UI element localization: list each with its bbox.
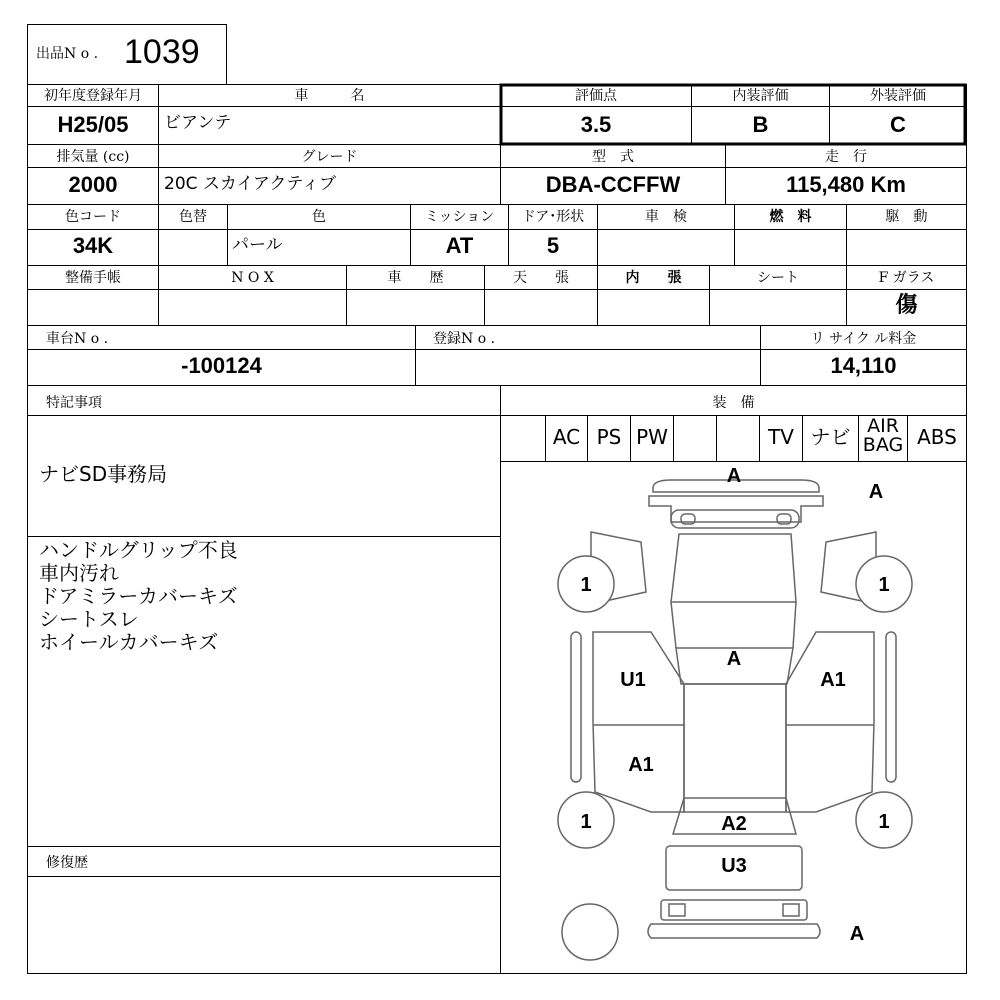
equipment-ac: AC bbox=[552, 425, 581, 449]
chassis-number-label: 車台N o . bbox=[46, 331, 109, 347]
door-shape-value: 5 bbox=[546, 233, 560, 258]
recolor-label: 色替 bbox=[179, 209, 207, 225]
notes-item: ホイールカバーキズ bbox=[39, 630, 219, 654]
notes-item: シートスレ bbox=[39, 607, 139, 631]
notes-line-navi: ナビSD事務局 bbox=[39, 462, 168, 486]
damage-left-front: U1 bbox=[620, 669, 646, 691]
inspection-label: 車 検 bbox=[645, 209, 687, 225]
left-doors-outline bbox=[593, 632, 684, 812]
model-code-value: DBA-CCFFW bbox=[545, 172, 681, 197]
grade-label: グレード bbox=[301, 149, 358, 165]
seat-label: シート bbox=[757, 270, 799, 286]
damage-left-rear: A1 bbox=[628, 754, 654, 776]
damage-rear-corner: A bbox=[849, 923, 865, 945]
cabin-outline bbox=[684, 684, 786, 812]
mileage-label: 走 行 bbox=[825, 149, 867, 165]
damage-trunk: U3 bbox=[721, 855, 747, 877]
damage-wheel-front-left: 1 bbox=[580, 574, 592, 596]
equipment-navi: ナビ bbox=[810, 425, 851, 449]
displacement-value: 2000 bbox=[68, 172, 118, 197]
equipment-label: 装 備 bbox=[712, 395, 755, 411]
notes-item: 車内汚れ bbox=[39, 561, 119, 585]
car-name-label: 車 名 bbox=[294, 88, 365, 104]
displacement-label: 排気量 (cc) bbox=[56, 149, 130, 165]
hood-outline bbox=[671, 534, 796, 602]
recycle-fee-label: リ サイク ル料金 bbox=[810, 331, 917, 347]
equipment-tv: TV bbox=[768, 425, 794, 449]
color-code-label: 色コード bbox=[65, 209, 121, 225]
drive-label: 駆 動 bbox=[885, 209, 928, 225]
interior-lining-label: 内 張 bbox=[625, 270, 682, 286]
damage-wheel-front-right: 1 bbox=[878, 574, 890, 596]
interior-rating-label: 内装評価 bbox=[732, 88, 789, 104]
damage-wheel-rear-left: 1 bbox=[580, 811, 592, 833]
door-shape-label: ドア･形状 bbox=[521, 209, 585, 225]
right-doors-outline bbox=[786, 632, 874, 812]
exterior-rating-label: 外装評価 bbox=[870, 88, 926, 104]
notes-item: ハンドルグリップ不良 bbox=[39, 538, 238, 562]
transmission-label: ミッション bbox=[424, 209, 495, 225]
equipment-pw: PW bbox=[636, 425, 668, 449]
score-value: 3.5 bbox=[580, 112, 612, 137]
repair-history-label: 修復歴 bbox=[46, 855, 88, 871]
chassis-number-value: -100124 bbox=[181, 353, 262, 378]
recycle-fee-value: 14,110 bbox=[830, 353, 897, 378]
exterior-rating-value: C bbox=[890, 112, 906, 137]
front-grille bbox=[671, 510, 799, 528]
fuel-label: 燃 料 bbox=[769, 209, 812, 225]
notes-label: 特記事項 bbox=[46, 395, 102, 411]
color-label: 色 bbox=[312, 209, 326, 225]
registration-number-label: 登録N o . bbox=[433, 331, 496, 347]
notes-list bbox=[39, 539, 238, 654]
listing-number-label: 出品N o . bbox=[36, 46, 99, 62]
first-registration-label: 初年度登録年月 bbox=[44, 88, 142, 104]
first-registration-value: H25/05 bbox=[57, 112, 129, 137]
vehicle-history-label: 車 歴 bbox=[387, 270, 444, 286]
damage-front-bumper: A bbox=[726, 465, 742, 487]
mileage-value: 115,480 Km bbox=[786, 172, 906, 197]
interior-rating-value: B bbox=[752, 112, 769, 137]
listing-number-value: 1039 bbox=[124, 33, 200, 71]
transmission-value: AT bbox=[445, 233, 474, 258]
score-label: 評価点 bbox=[575, 88, 617, 104]
color-code-value: 34K bbox=[72, 233, 114, 258]
equipment-ps: PS bbox=[596, 425, 622, 449]
damage-right-front: A1 bbox=[820, 669, 846, 691]
front-glass-value: 傷 bbox=[895, 293, 918, 318]
maintenance-book-label: 整備手帳 bbox=[65, 270, 121, 286]
damage-hood: A bbox=[726, 648, 742, 670]
notes-item: ドアミラーカバーキズ bbox=[39, 584, 238, 608]
spare-tire bbox=[562, 904, 618, 960]
nox-label: N O X bbox=[231, 270, 274, 286]
damage-rear-glass: A2 bbox=[721, 813, 747, 835]
grade-value: 20C スカイアクティブ bbox=[164, 174, 337, 194]
equipment-abs: ABS bbox=[917, 425, 957, 449]
roof-lining-label: 天 張 bbox=[513, 270, 569, 286]
damage-front-corner: A bbox=[868, 481, 884, 503]
car-name-value: ビアンテ bbox=[164, 113, 232, 133]
damage-wheel-rear-right: 1 bbox=[878, 811, 890, 833]
equipment-airbag: AIR BAG bbox=[862, 415, 904, 456]
front-glass-label: F ガラス bbox=[878, 270, 935, 286]
color-value: パール bbox=[232, 235, 283, 255]
rear-bumper-outline bbox=[661, 900, 807, 920]
car-damage-diagram bbox=[501, 462, 966, 974]
model-code-label: 型 式 bbox=[592, 149, 634, 165]
